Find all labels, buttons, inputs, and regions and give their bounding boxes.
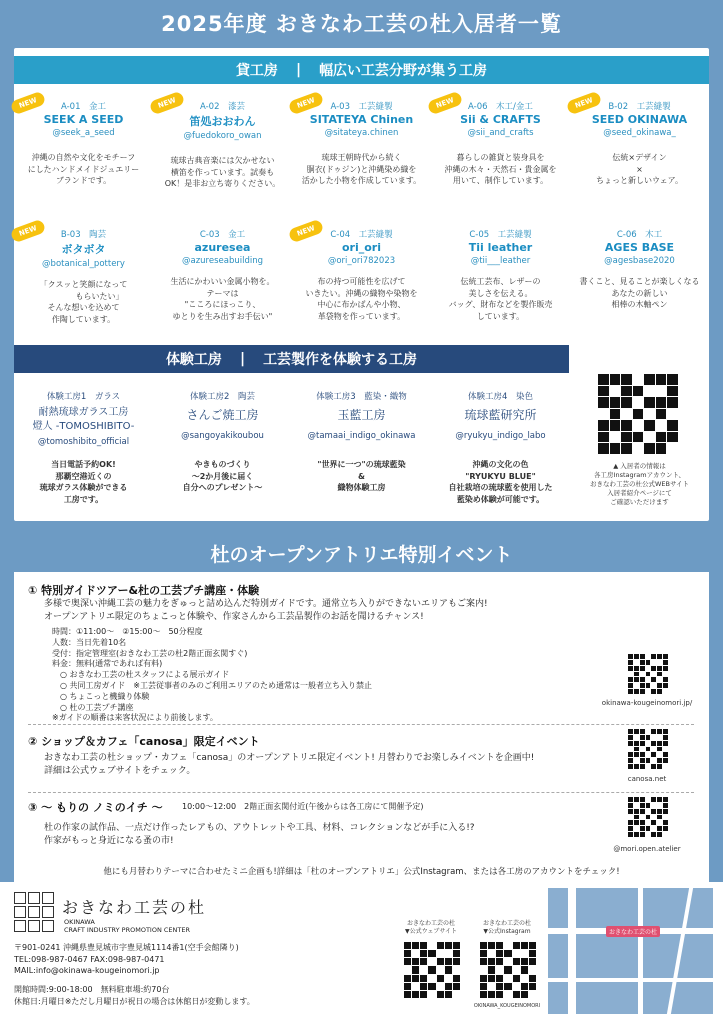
tenant-card [14,224,153,325]
event-3-heading: ③ 〜 もりの ノミのイチ 〜 [28,801,163,814]
section-experience-name: 体験工房 [165,352,222,368]
tenant-info-qr-code[interactable] [596,372,680,456]
experience-unit: 体験工房4 染色 [468,392,533,402]
event-1-heading: ① 特別ガイドツアー&杜の工芸プチ講座・体験 [28,584,260,597]
tenant-name: azuresea [194,241,251,254]
event-1-body: 多様で奥深い沖縄工芸の魅力をぎゅっと詰め込んだ特別ガイドです。通常立ち入りができないエリアもご案内! オープンアトリエ限定のちょこっと体験や、作家さんから工芸品製作のお話を聞けるチャンス! [44,599,488,622]
tenant-description: 「クスッと笑顔になって もらいたい」 そんな想いを込めて 作陶しています。 [39,280,128,324]
tenant-unit: A-03 工芸縫製 [330,102,393,112]
section-rental-name: 貸工房 [235,63,278,79]
section-rental-subtitle: 幅広い工芸分野が集う工房 [319,63,488,79]
experience-card [431,390,570,505]
section-separator: | [239,351,246,367]
tenant-handle[interactable]: @seed_okinawa_ [603,128,676,138]
experience-handle[interactable]: @ryukyu_indigo_labo [455,431,546,441]
experience-card [292,390,431,494]
footer-qr2-caption: おきなわ工芸の杜 ▼公式Instagram [482,920,531,935]
tenant-description: 生活にかわいい金属小物を。 テーマは "こころにほっこり、 ゆとりを生み出すお手伝い" [170,277,275,321]
new-badge: NEW [149,91,186,116]
tenant-unit: C-03 金工 [199,230,246,240]
website-qr-label: okinawa-kougeinomori.jp/ [601,699,693,707]
map-road [568,888,576,1014]
tenant-description: 布の持つ可能性を広げて いきたい。沖縄の織物や染物を 中心に布かばんや小物、 革袋物を作っています。 [305,277,418,321]
access-map[interactable] [548,888,713,1014]
tenant-card [431,96,570,187]
experience-name: 玉藍工房 [337,408,386,422]
tenant-description: 伝統工芸布、レザーの 美しさを伝える。 バッグ、財布などを製作販売 しています。 [448,277,553,321]
tenant-handle[interactable]: @sii_and_crafts [467,128,534,138]
footer-instagram-qr-label: OKINAWA_KOUGEINOMORI [473,1003,541,1009]
tenant-unit: C-04 工芸縫製 [330,230,393,240]
footer-note: 他にも月替わりテーマに合わせたミニ企画も!詳細は「杜のオープンアトリエ」公式Instagram、または各工房のアカウントをチェック! [103,867,620,877]
experience-name: 琉球藍研究所 [464,408,537,422]
tenant-card [292,96,431,187]
section-separator: | [295,62,302,78]
tenant-description: 琉球古典音楽には欠かせない 横笛を作っています。試奏も OK！是非お立ち寄りください。 [164,156,281,189]
new-badge: NEW [288,91,325,116]
org-name-jp: おきなわ工芸の杜 [62,898,207,917]
tenant-description: 沖縄の自然や文化をモチーフ にしたハンドメイドジュエリー ブランドです。 [27,153,140,186]
experience-handle[interactable]: @tamaai_indigo_okinawa [307,431,416,441]
tenant-handle[interactable]: @ori_ori782023 [327,256,396,266]
experience-unit: 体験工房1 ガラス [46,392,121,402]
tenant-unit: B-02 工芸縫製 [608,102,671,112]
tenant-handle[interactable]: @seek_a_seed [52,128,115,138]
tenant-description: 伝統×デザイン × ちょっと新しいウェア。 [595,153,684,186]
tenant-name: 笛処おおわん [189,115,256,128]
canosa-qr-code[interactable] [626,727,670,771]
divider [28,792,694,793]
tenant-card [570,228,709,311]
new-badge: NEW [10,91,47,116]
experience-unit: 体験工房2 陶芸 [190,392,255,402]
tenant-name: SITATEYA Chinen [309,113,414,126]
experience-description: 沖縄の文化の色 "RYUKYU BLUE" 自社栽培の琉球藍を使用した 藍染め体験が可能です。 [448,460,553,504]
new-badge: NEW [566,91,603,116]
event-3-meta: 10:00〜12:00 2階正面玄関付近(午後からは各工房にて開催予定) [182,802,424,811]
tenant-unit: B-03 陶芸 [60,230,107,240]
event-2-heading: ② ショップ＆カフェ「canosa」限定イベント [28,735,260,748]
tenant-unit: A-01 金工 [60,102,106,112]
tenant-handle[interactable]: @sitateya.chinen [324,128,399,138]
tenant-card [292,224,431,322]
tenant-unit: A-06 木工/金工 [468,102,533,112]
experience-name: 耐熱琉球ガラス工房 燈人 -TOMOSHIBITO- [32,407,135,432]
experience-name: さんご焼工房 [186,408,259,422]
new-badge: NEW [10,219,47,244]
experience-handle[interactable]: @tomoshibito_official [37,437,130,447]
event-3-body: 杜の作家の試作品、一点だけ作ったレアもの、アウトレットや工具、材料、コレクションなどが手に入る!? 作家がもっと身近になる蚤の市! [44,823,475,846]
event-2-body: おきなわ工芸の杜ショップ・カフェ「canosa」のオープンアトリエ限定イベント! 月替わりでお楽しみイベントを企画中! 詳細は公式ウェブサイトをチェック。 [44,753,535,776]
footer-instagram-qr-code[interactable] [478,940,538,1000]
new-badge: NEW [288,219,325,244]
org-address: 〒901-0241 沖縄県豊見城市字豊見城1114番1(空手会館隣り) TEL:098-987-0467 FAX:098-987-0471 MAIL:info@okinawa-kougeinomori.jp [14,943,239,976]
instagram-qr-label: @mori.open.atelier [613,845,681,853]
tenant-description: 琉球王朝時代から続く 胴衣(ドゥジン)と沖縄染め織を 活かした小物を作成しています。 [301,153,422,186]
tenant-unit: A-02 漆芸 [199,102,245,112]
instagram-qr-code[interactable] [626,795,670,839]
tenant-unit: C-05 工芸縫製 [469,230,532,240]
map-location-label: おきなわ工芸の杜 [606,926,660,937]
map-road [638,888,643,1014]
tenant-handle[interactable]: @tii___leather [470,256,531,266]
tenant-name: ボタボタ [61,243,106,256]
experience-description: "世界に一つ"の琉球藍染 & 織物体験工房 [317,460,406,493]
tenant-card [153,96,292,190]
map-road [548,978,713,982]
experience-card [153,390,292,494]
org-hours: 開館時間:9:00-18:00 無料駐車場:約70台 休館日:月曜日※ただし月曜日が祝日の場合は休館日が変動します。 [14,985,255,1006]
map-road [667,888,693,1014]
section-experience-subtitle: 工芸製作を体験する工房 [263,352,418,368]
tenant-handle[interactable]: @azureseabuilding [181,256,263,266]
experience-handle[interactable]: @sangoyakikoubou [181,431,264,441]
tenant-name: ori_ori [341,241,381,254]
tenant-handle[interactable]: @fuedokoro_owan [183,131,262,141]
qr-note: ▲ 入居者の情報は 各工房Instagramアカウント、 おきなわ工芸の杜公式WEBサイト 入居者紹介ページにて ご確認いただけます [589,462,690,507]
tenant-name: AGES BASE [604,241,675,254]
events-title: 杜のオープンアトリエ特別イベント [210,544,513,566]
tenant-card [570,96,709,187]
experience-description: 当日電話予約OK! 那覇空港近くの 琉球ガラス体験ができる 工房です。 [39,460,128,504]
tenant-card [153,228,292,322]
section-experience-band [14,345,569,373]
tenant-description: 暮らしの雑貨と装身具を 沖縄の木々・天然石・貴金属を 用いて、制作しています。 [444,153,557,186]
tenant-name: SEED OKINAWA [591,113,688,126]
tenant-name: Tii leather [468,241,533,254]
section-rental-band [14,56,709,84]
experience-card [14,390,153,505]
divider [28,724,694,725]
tenant-name: SEEK A SEED [43,113,124,126]
canosa-qr-label: canosa.net [627,775,667,783]
event-1-details: 時間：①11:00〜 ②15:00〜 50分程度 人数：当日先着10名 受付：指定管理室(おきなわ工芸の杜2階正面玄関すぐ) 料金：無料(通常であれば有料) ○ おきなわ工芸の杜スタッフによる展示ガイド ○ 共同工房ガイド ※工芸従事者のみのご利用エリアのため通常は一般者立ち入り禁止 ○ ちょこっと機織り体験 ○ 杜の工芸プチ講座 ※ガイドの順番は来客状況により前後します。 [52,627,372,723]
tenant-card [14,96,153,187]
page-title: 2025年度 おきなわ工芸の杜入居者一覧 [161,12,562,36]
tenant-description: 書くこと、見ることが楽しくなる あなたの新しい 相棒の木軸ペン [579,277,700,310]
tenant-unit: C-06 木工 [616,230,663,240]
tenant-card [431,228,570,322]
org-name-en: OKINAWA CRAFT INDUSTRY PROMOTION CENTER [64,918,190,935]
website-qr-code[interactable] [626,652,670,696]
tenant-handle[interactable]: @agesbase2020 [604,256,675,266]
tenant-handle[interactable]: @botanical_pottery [42,259,125,269]
footer-qr1-caption: おきなわ工芸の杜 ▼公式ウェブサイト [405,920,457,935]
tenant-name: Sii & CRAFTS [460,113,541,126]
org-logo [14,892,54,932]
footer-website-qr-code[interactable] [402,940,462,1000]
new-badge: NEW [427,91,464,116]
experience-description: やきものづくり 〜2か月後に届く 自分へのプレゼント〜 [182,460,263,493]
experience-unit: 体験工房3 藍染・織物 [316,392,407,402]
